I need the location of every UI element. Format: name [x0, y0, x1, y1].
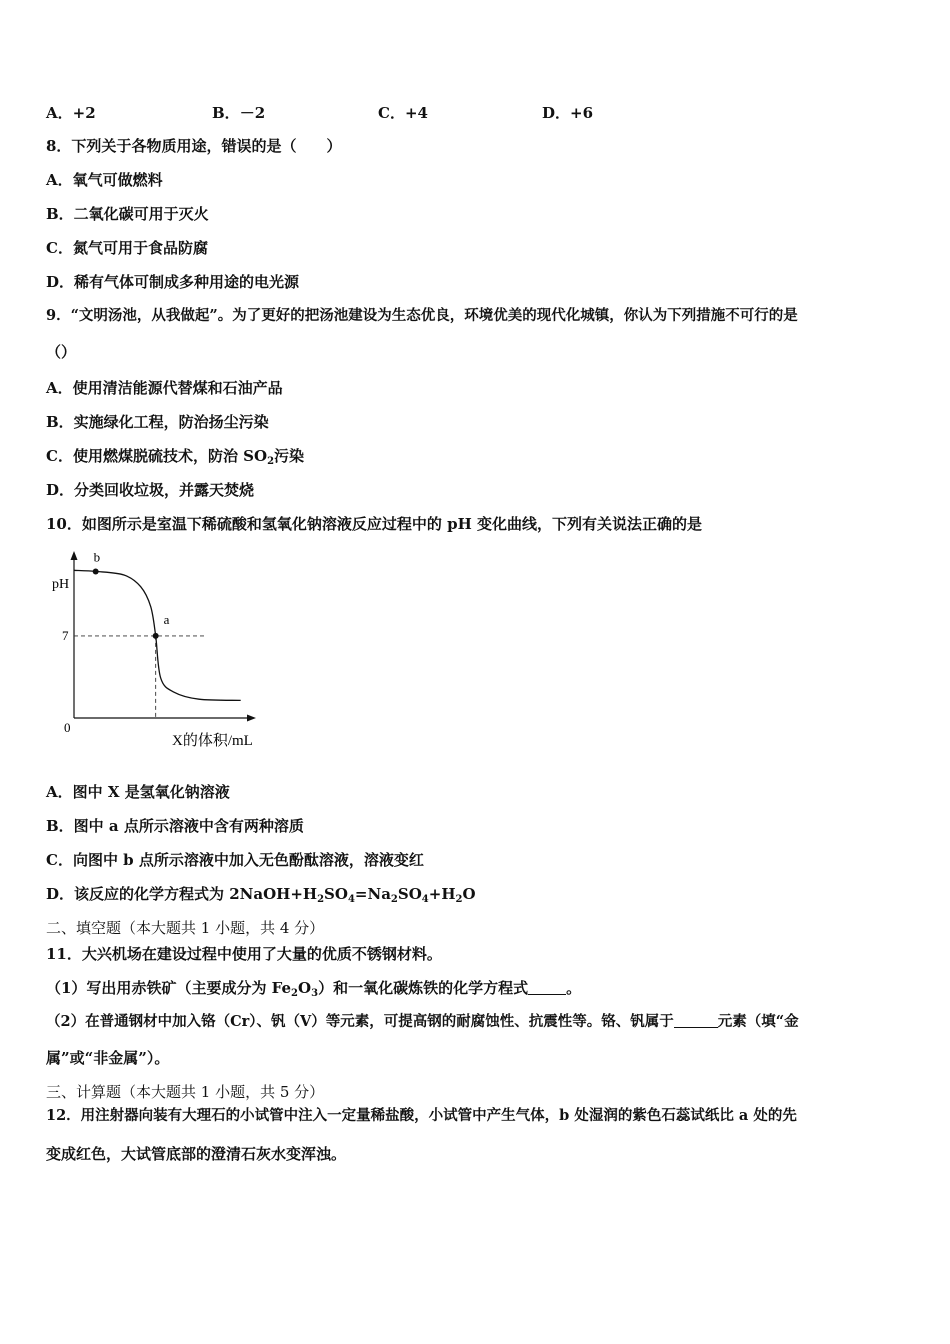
- point-b: [93, 568, 99, 574]
- q8-option-d: D．稀有气体可制成多种用途的电光源: [46, 273, 300, 291]
- q9-option-d: D．分类回收垃圾，并露天焚烧: [46, 481, 255, 499]
- origin-label: 0: [64, 720, 71, 735]
- section3-heading: 三、计算题（本大题共 1 小题，共 5 分）: [46, 1083, 325, 1101]
- q9-option-b: B．实施绿化工程，防治扬尘污染: [46, 413, 269, 431]
- q10-option-a: A．图中 X 是氢氧化钠溶液: [46, 783, 230, 801]
- q7-option-d: D．+6: [542, 104, 594, 122]
- y-axis-label: pH: [52, 577, 70, 592]
- q11-stem: 11．大兴机场在建设过程中使用了大量的优质不锈钢材料。: [46, 945, 442, 963]
- q11-part2-line2: 属”或“非金属”）。: [46, 1049, 170, 1067]
- q8-option-a: A．氧气可做燃料: [46, 171, 163, 189]
- q11-part1: （1）写出用赤铁矿（主要成分为 $Fe_2O_3$）和一氧化碳炼铁的化学方程式 。: [46, 979, 582, 999]
- point-a-label: a: [163, 611, 170, 627]
- point-b-label: b: [93, 549, 101, 565]
- section2-heading: 二、填空题（本大题共 1 小题，共 4 分）: [46, 919, 325, 937]
- q9-option-c: C．使用燃煤脱硫技术，防治 $SO_2$污染: [46, 447, 305, 467]
- q7-option-b: B．－2: [212, 104, 266, 122]
- q12-line2: 变成红色，大试管底部的澄清石灰水变浑浊。: [46, 1145, 347, 1163]
- y-tick-7: 7: [62, 627, 69, 643]
- q7-option-c: C．+4: [378, 104, 428, 122]
- q8-stem: 8．下列关于各物质用途，错误的是（ ）: [46, 137, 342, 155]
- q10-option-d: D．该反应的化学方程式为 $2NaOH+H_2SO_4=Na_2SO_4+H_2O$: [46, 885, 476, 905]
- answer-blank-1[interactable]: [528, 980, 566, 995]
- q7-option-a: A．+2: [46, 104, 96, 122]
- q12-line1: 12．用注射器向装有大理石的小试管中注入一定量稀盐酸，小试管中产生气体，b 处湿润的紫色石蕊试纸比 a 处的先: [46, 1107, 797, 1124]
- ph-curve-chart: [46, 548, 286, 753]
- x-axis-label: X的体积/mL: [172, 733, 253, 749]
- q10-stem: 10．如图所示是室温下稀硫酸和氢氧化钠溶液反应过程中的 pH 变化曲线，下列有关说法正确的是: [46, 515, 702, 533]
- q8-option-b: B．二氧化碳可用于灭火: [46, 205, 209, 223]
- q10-option-b: B．图中 a 点所示溶液中含有两种溶质: [46, 817, 304, 835]
- q8-option-c: C．氮气可用于食品防腐: [46, 239, 208, 257]
- q9-stem-bracket: （）: [46, 343, 77, 361]
- q9-option-a: A．使用清洁能源代替煤和石油产品: [46, 379, 283, 397]
- x-axis-arrow: [247, 715, 256, 722]
- q9-stem: 9．“文明汤池，从我做起”。为了更好的把汤池建设为生态优良，环境优美的现代化城镇，你认为下列措施不可行的是: [46, 307, 798, 324]
- answer-blank-2[interactable]: [674, 1013, 718, 1028]
- point-a: [153, 633, 159, 639]
- q10-option-c: C．向图中 b 点所示溶液中加入无色酚酞溶液，溶液变红: [46, 851, 424, 869]
- q11-part2: （2）在普通钢材中加入铬（Cr）、钒（V）等元素，可提高钢的耐腐蚀性、抗震性等。铬、钒属于 元素（填“金: [46, 1013, 799, 1030]
- y-axis-arrow: [71, 551, 78, 560]
